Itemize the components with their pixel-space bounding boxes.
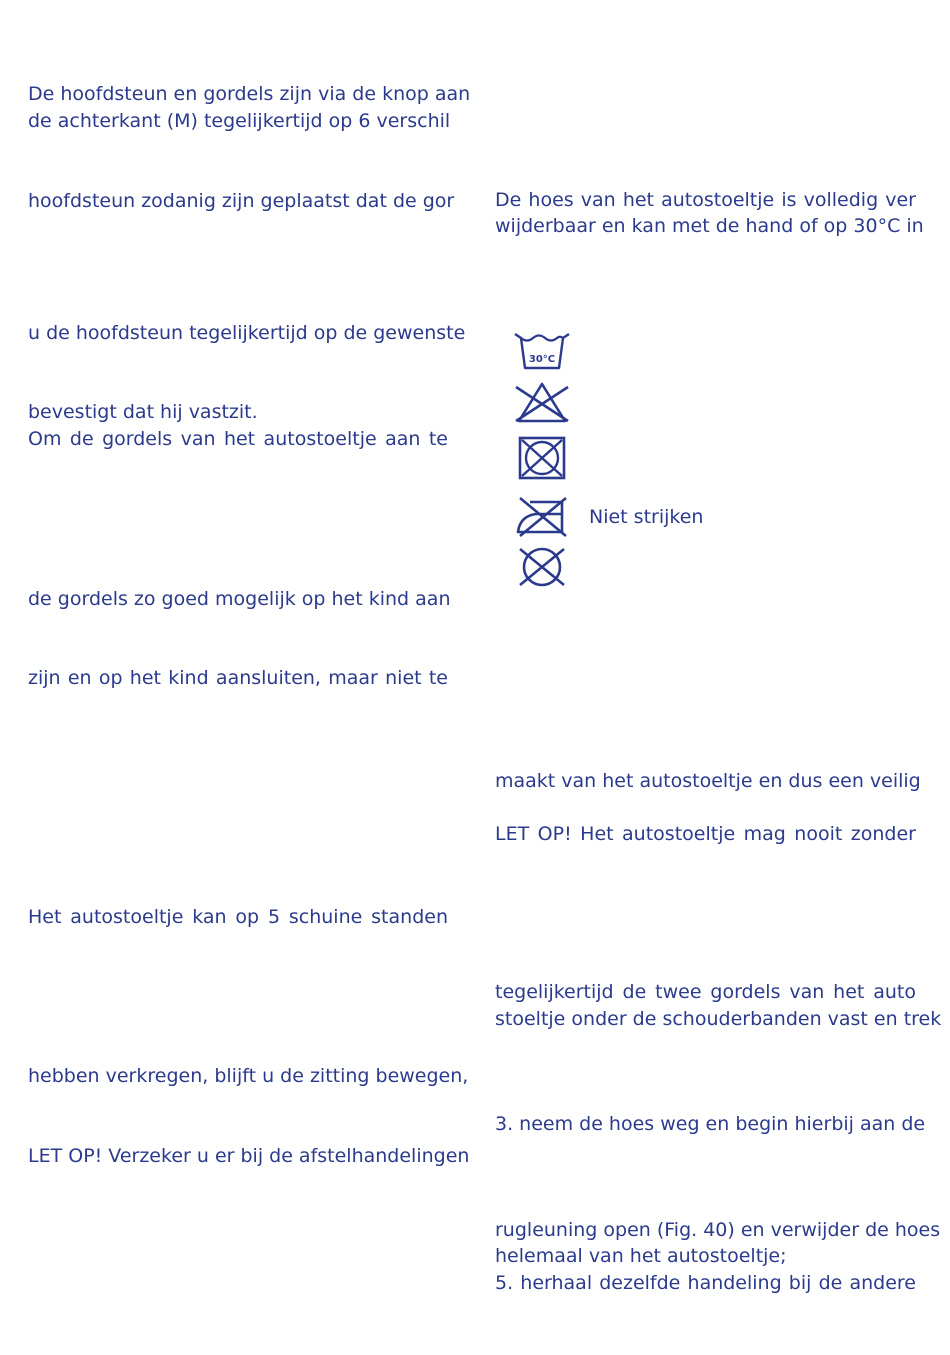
right-text-line-10: 5. herhaal dezelfde handeling bij de andere <box>495 1272 916 1294</box>
no-bleach-icon <box>512 381 572 425</box>
left-text-line-10: hebben verkregen, blijft u de zitting bewegen, <box>28 1065 469 1087</box>
right-text-line-8: rugleuning open (Fig. 40) en verwijder de hoes <box>495 1219 941 1241</box>
left-text-line-3: hoofdsteun zodanig zijn geplaatst dat de gor <box>28 190 455 212</box>
right-text-line-2: wijderbaar en kan met de hand of op 30°C in <box>495 215 924 237</box>
left-text-line-2: de achterkant (M) tegelijkertijd op 6 verschil <box>28 110 451 132</box>
wash-temp-label: 30°C <box>528 354 556 365</box>
right-text-line-9: helemaal van het autostoeltje; <box>495 1245 787 1267</box>
right-text-line-3: maakt van het autostoeltje en dus een veilig <box>495 770 921 792</box>
no-dry-clean-icon <box>512 545 572 589</box>
left-text-line-1: De hoofdsteun en gordels zijn via de knop aan <box>28 83 471 105</box>
wash-30-icon <box>512 330 572 374</box>
no-iron-label: Niet strijken <box>589 506 704 528</box>
left-text-line-4: u de hoofdsteun tegelijkertijd op de gewenste <box>28 322 466 344</box>
no-tumble-dry-icon <box>512 436 572 480</box>
right-text-line-5: tegelijkertijd de twee gordels van het auto <box>495 981 916 1003</box>
left-text-line-9: Het autostoeltje kan op 5 schuine standen <box>28 906 448 928</box>
left-text-line-8: zijn en op het kind aansluiten, maar niet te <box>28 667 448 689</box>
right-text-line-1: De hoes van het autostoeltje is volledig ver <box>495 189 916 211</box>
left-text-line-7: de gordels zo goed mogelijk op het kind aan <box>28 588 451 610</box>
no-iron-icon <box>512 494 572 538</box>
left-text-line-11: LET OP! Verzeker u er bij de afstelhandelingen <box>28 1145 470 1167</box>
right-text-line-6: stoeltje onder de schouderbanden vast en trek <box>495 1008 942 1030</box>
left-text-line-5: bevestigt dat hij vastzit. <box>28 401 258 423</box>
right-text-line-4: LET OP! Het autostoeltje mag nooit zonder <box>495 823 916 845</box>
right-text-line-7: 3. neem de hoes weg en begin hierbij aan de <box>495 1113 926 1135</box>
left-text-line-6: Om de gordels van het autostoeltje aan te <box>28 428 448 450</box>
